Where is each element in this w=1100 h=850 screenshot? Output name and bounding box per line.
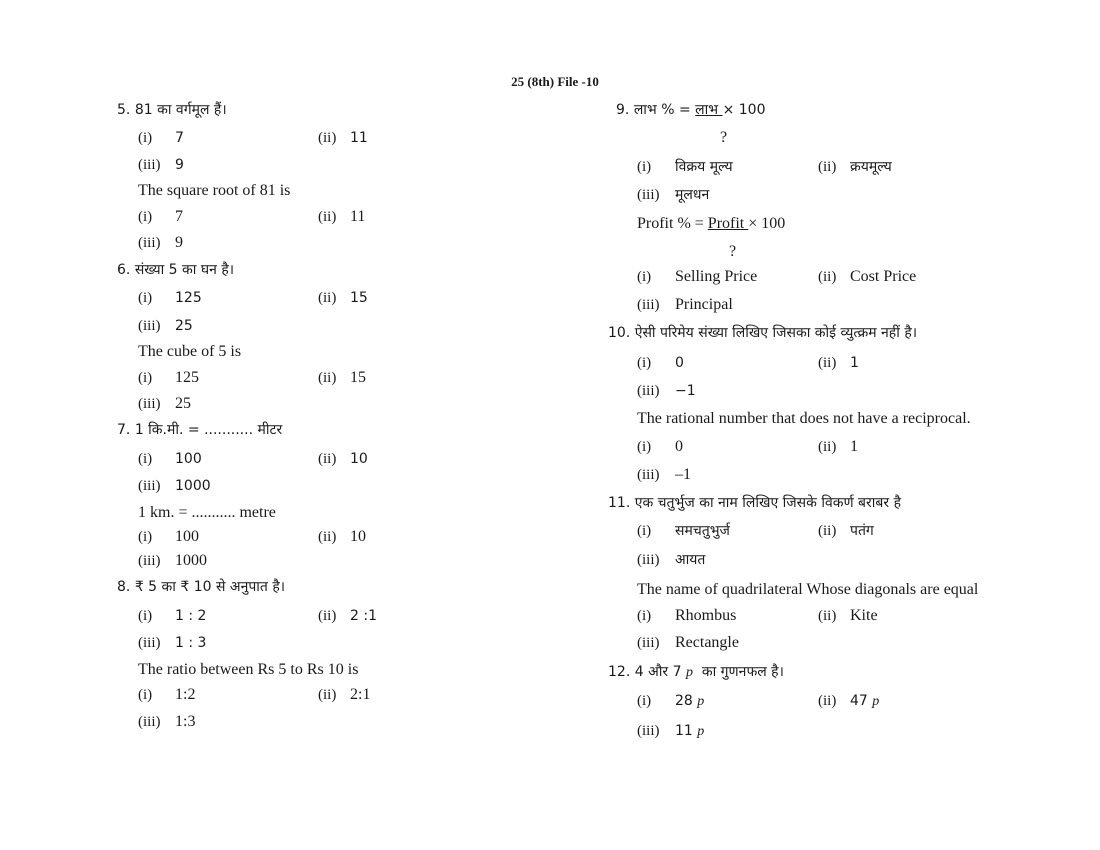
option-label-i: (i): [637, 355, 652, 371]
option-value-ii: 15: [350, 369, 366, 386]
option-label-iii: (iii): [138, 235, 161, 251]
option-value-i: 125: [175, 290, 202, 306]
option-value-i: 7: [175, 208, 183, 225]
option-label-iii: (iii): [637, 723, 660, 739]
option-label-i: (i): [637, 693, 652, 709]
option-label-i: (i): [138, 370, 153, 386]
option-value-iii: 1 : 3: [175, 635, 207, 651]
page-header: 25 (8th) File -10: [511, 74, 599, 89]
variable-p: p: [872, 694, 880, 709]
option-label-ii: (ii): [818, 355, 837, 371]
q7-hindi-question: [117, 421, 282, 439]
option-label-iii: (iii): [138, 157, 161, 173]
option-label-i: (i): [138, 529, 153, 545]
option-value-ii: 2:1: [350, 686, 371, 703]
question-number: 9.: [616, 102, 630, 118]
question-number: 10.: [608, 325, 631, 341]
option-label-iii: (iii): [637, 635, 660, 651]
option-label-ii: (ii): [818, 439, 837, 455]
question-number: 11.: [608, 495, 631, 511]
option-value-iii: −1: [675, 383, 696, 399]
option-value-iii: 1000: [175, 478, 211, 494]
option-value-iii: Principal: [675, 296, 733, 313]
option-label-iii: (iii): [138, 553, 161, 569]
option-value-iii: –1: [675, 466, 691, 483]
option-value-i: विक्रय मूल्य: [675, 159, 733, 175]
q11-english-question: The name of quadrilateral Whose diagonals are equal: [637, 581, 979, 598]
option-label-iii: (iii): [637, 383, 660, 399]
q5-english-question: The square root of 81 is: [138, 182, 291, 199]
option-value-i: 100: [175, 528, 199, 545]
question-number: 6.: [117, 262, 131, 278]
option-value-i: Selling Price: [675, 268, 758, 285]
option-label-iii: (iii): [637, 297, 660, 313]
option-value-ii: पतंग: [850, 523, 874, 539]
option-label-ii: (ii): [318, 370, 337, 386]
option-value-iii: मूलधन: [675, 187, 710, 203]
option-value-ii: 10: [350, 528, 366, 545]
option-label-iii: (iii): [138, 635, 161, 651]
option-label-iii: (iii): [637, 467, 660, 483]
option-number: 28: [675, 693, 693, 709]
option-value-i: [675, 692, 704, 711]
option-value-iii: 1000: [175, 552, 207, 569]
option-value-ii: Cost Price: [850, 268, 917, 285]
option-label-ii: (ii): [318, 529, 337, 545]
option-value-i: 100: [175, 451, 202, 467]
option-value-ii: [850, 692, 879, 711]
option-label-ii: (ii): [818, 269, 837, 285]
option-value-i: 1 : 2: [175, 608, 207, 624]
question-text: संख्या 5 का घन है।: [134, 262, 235, 278]
option-label-ii: (ii): [318, 451, 337, 467]
variable-p: p: [697, 694, 705, 709]
option-label-ii: (ii): [818, 608, 837, 624]
option-label-ii: (ii): [318, 687, 337, 703]
formula-times: × 100: [722, 102, 766, 118]
question-text: 1 कि.मी. = ........... मीटर: [134, 422, 283, 438]
option-value-ii: 1: [850, 355, 859, 371]
q5-hindi-question: [117, 101, 227, 119]
q9-hindi-denominator: ?: [720, 129, 728, 146]
option-value-i: 7: [175, 130, 184, 146]
option-value-iii: 25: [175, 395, 191, 412]
q9-english-denominator: ?: [729, 243, 737, 260]
option-value-iii: Rectangle: [675, 634, 739, 651]
q6-hindi-question: [117, 261, 234, 279]
variable-p: p: [685, 665, 693, 680]
option-label-i: (i): [138, 209, 153, 225]
option-label-ii: (ii): [818, 693, 837, 709]
variable-p: p: [697, 724, 705, 739]
option-value-i: 0: [675, 355, 684, 371]
option-label-i: (i): [637, 523, 652, 539]
question-text: ऐसी परिमेय संख्या लिखिए जिसका कोई व्युत्क्रम नहीं है।: [634, 325, 918, 341]
question-text: 81 का वर्गमूल हैं।: [134, 102, 227, 118]
option-value-i: 125: [175, 369, 199, 386]
option-value-ii: Kite: [850, 607, 878, 624]
option-label-i: (i): [138, 687, 153, 703]
option-label-i: (i): [637, 608, 652, 624]
option-label-ii: (ii): [318, 130, 337, 146]
option-value-ii: 2 :1: [350, 608, 377, 624]
option-label-iii: (iii): [138, 396, 161, 412]
q7-english-question: 1 km. = ........... metre: [138, 504, 276, 521]
option-label-iii: (iii): [637, 552, 660, 568]
formula-lhs: Profit % =: [637, 215, 708, 232]
option-value-ii: क्रयमूल्य: [850, 159, 892, 175]
option-value-iii: आयत: [675, 552, 706, 568]
question-number: 8.: [117, 579, 131, 595]
q11-hindi-question: [608, 494, 901, 512]
q12-hindi-question: [608, 663, 784, 682]
option-label-ii: (ii): [318, 608, 337, 624]
question-text-post: का गुणनफल है।: [701, 664, 784, 680]
option-number: 47: [850, 693, 868, 709]
option-value-iii: 9: [175, 234, 183, 251]
option-label-ii: (ii): [818, 523, 837, 539]
option-value-ii: 11: [350, 208, 366, 225]
formula-times: × 100: [748, 215, 786, 232]
option-label-i: (i): [637, 439, 652, 455]
question-text-pre: 4 और 7: [634, 664, 682, 680]
option-value-i: Rhombus: [675, 607, 737, 624]
option-label-i: (i): [637, 159, 652, 175]
option-label-iii: (iii): [138, 478, 161, 494]
formula-lhs: लाभ % =: [633, 102, 696, 118]
q10-english-question: The rational number that does not have a reciprocal.: [637, 410, 971, 427]
option-label-i: (i): [138, 130, 153, 146]
formula-numerator: लाभ: [695, 102, 723, 118]
q6-english-question: The cube of 5 is: [138, 343, 242, 360]
question-number: 7.: [117, 422, 131, 438]
option-value-i: समचतुभुर्ज: [675, 523, 730, 539]
question-text: एक चतुर्भुज का नाम लिखिए जिसके विकर्ण बराबर है: [634, 495, 902, 511]
option-label-i: (i): [138, 290, 153, 306]
option-value-iii: 25: [175, 318, 193, 334]
option-label-i: (i): [138, 451, 153, 467]
question-number: 5.: [117, 102, 131, 118]
q9-hindi-formula: [616, 101, 765, 119]
option-number: 11: [675, 723, 693, 739]
question-number: 12.: [608, 664, 631, 680]
q9-english-formula: [637, 215, 785, 233]
q8-hindi-question: [117, 578, 285, 596]
option-label-ii: (ii): [318, 209, 337, 225]
option-label-i: (i): [138, 608, 153, 624]
option-value-ii: 1: [850, 438, 858, 455]
option-value-i: 0: [675, 438, 683, 455]
option-label-iii: (iii): [138, 318, 161, 334]
option-label-ii: (ii): [818, 159, 837, 175]
question-text: ₹ 5 का ₹ 10 से अनुपात है।: [134, 579, 286, 595]
option-value-ii: 15: [350, 290, 368, 306]
q8-english-question: The ratio between Rs 5 to Rs 10 is: [138, 661, 359, 678]
option-label-i: (i): [637, 269, 652, 285]
option-value-iii: 9: [175, 157, 184, 173]
formula-numerator: Profit: [707, 215, 749, 232]
option-value-iii: 1:3: [175, 713, 196, 730]
q10-hindi-question: [608, 324, 917, 342]
option-value-iii: [675, 722, 704, 741]
option-label-iii: (iii): [637, 187, 660, 203]
option-value-i: 1:2: [175, 686, 196, 703]
option-value-ii: 10: [350, 451, 368, 467]
option-label-ii: (ii): [318, 290, 337, 306]
option-label-iii: (iii): [138, 714, 161, 730]
option-value-ii: 11: [350, 130, 368, 146]
